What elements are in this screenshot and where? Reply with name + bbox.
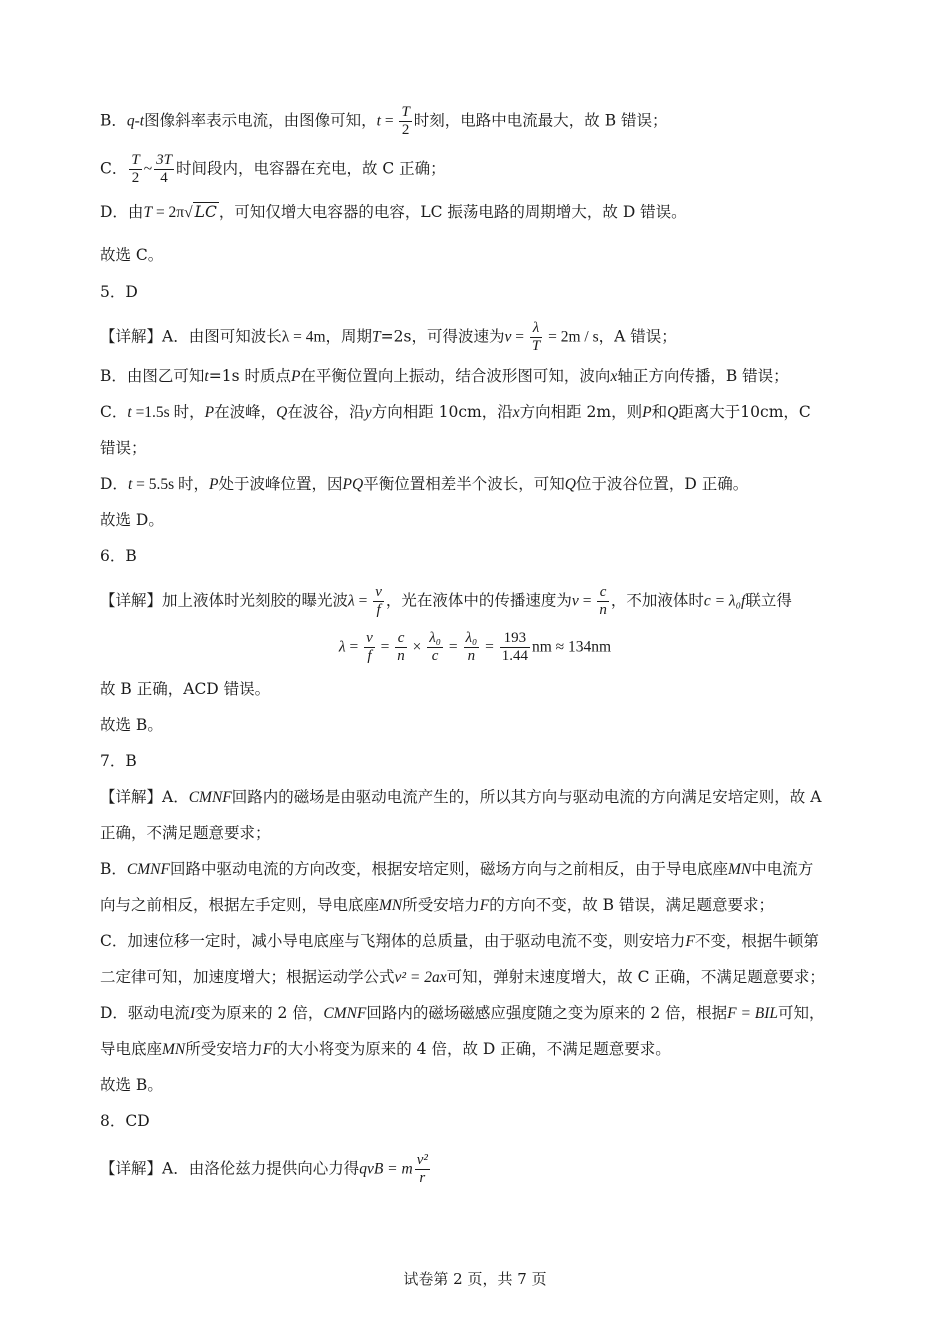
math: λ = 4m bbox=[281, 328, 326, 346]
text: 【详解】A． bbox=[100, 788, 189, 806]
q6-result: 故 B 正确，ACD 错误。 bbox=[100, 680, 271, 698]
numerator: c bbox=[597, 584, 609, 602]
q6-equation bbox=[0, 630, 950, 665]
denominator: n bbox=[397, 648, 405, 664]
math: = bbox=[481, 638, 498, 656]
denominator: f bbox=[367, 648, 372, 664]
math: qvB = m bbox=[359, 1160, 413, 1178]
denominator: 4 bbox=[160, 170, 168, 186]
text: B． bbox=[100, 860, 127, 878]
math: MN bbox=[379, 897, 403, 914]
math: t bbox=[376, 112, 381, 130]
fraction bbox=[530, 320, 542, 355]
text: D．驱动电流 bbox=[100, 1004, 190, 1022]
math: = 2m / s bbox=[544, 328, 599, 346]
text: 的方向不变，故 B 错误，满足题意要求； bbox=[489, 896, 774, 914]
text: 向与之前相反，根据左手定则，导电底座 bbox=[100, 896, 380, 914]
math: ~ bbox=[143, 160, 153, 178]
math: P bbox=[290, 368, 301, 385]
math: nm ≈ 134nm bbox=[531, 638, 612, 656]
q4-conclusion: 故选 C。 bbox=[100, 246, 164, 264]
math: CMNF bbox=[126, 861, 170, 878]
math: CMNF bbox=[323, 1005, 367, 1022]
fraction bbox=[427, 630, 443, 665]
text: =2s，可得波速为 bbox=[380, 327, 505, 346]
math: x bbox=[610, 368, 618, 385]
math: λ bbox=[338, 638, 346, 656]
text: 距离大于10cm，C bbox=[678, 403, 811, 421]
math: = bbox=[345, 638, 363, 656]
q6-answer: 6．B bbox=[100, 547, 137, 565]
text: 在平衡位置向上振动，结合波形图可知，波向 bbox=[300, 367, 611, 385]
math: = bbox=[376, 638, 394, 656]
text: = 5.5s 时， bbox=[132, 476, 210, 493]
math: I bbox=[189, 1005, 196, 1022]
text: 【详解】A．由洛伦兹力提供向心力得 bbox=[100, 1159, 360, 1178]
denominator: n bbox=[467, 648, 476, 664]
text: B． bbox=[100, 111, 127, 130]
q4-option-c bbox=[100, 152, 860, 187]
text: 方向相距 10cm，沿 bbox=[371, 403, 513, 421]
page-footer: 试卷第 2 页，共 7 页 bbox=[403, 1270, 547, 1288]
math: MN bbox=[727, 861, 752, 878]
math: v bbox=[571, 592, 579, 610]
q7-detail-c-cont bbox=[100, 966, 860, 989]
fraction bbox=[399, 104, 411, 139]
q6-detail bbox=[100, 584, 860, 619]
text: 回路内的磁场磁感应强度随之变为原来的 2 倍，根据 bbox=[366, 1004, 728, 1022]
text: C．加速位移一定时，减小导电底座与飞翔体的总质量，由于驱动电流不变，则安培力 bbox=[100, 932, 686, 950]
q6-conclusion: 故选 B。 bbox=[100, 716, 163, 734]
math: = bbox=[578, 592, 596, 610]
q5-detail-c bbox=[100, 401, 860, 424]
q7-conclusion: 故选 B。 bbox=[100, 1076, 163, 1094]
q7-detail-b-cont bbox=[100, 894, 860, 917]
text: D．由 bbox=[100, 203, 144, 221]
fraction bbox=[129, 152, 141, 187]
numerator: λ₀ bbox=[465, 630, 478, 646]
denominator: 2 bbox=[131, 170, 140, 186]
denominator: T bbox=[531, 338, 541, 354]
numerator: T bbox=[131, 152, 140, 168]
math: = bbox=[511, 328, 528, 346]
text: 回路中驱动电流的方向改变，根据安培定则，磁场方向与之前相反，由于导电底座 bbox=[169, 860, 728, 878]
text: 位于波谷位置，D 正确。 bbox=[575, 475, 749, 493]
text: C． bbox=[100, 403, 128, 421]
math: F bbox=[479, 897, 490, 914]
text: 在波谷，沿 bbox=[287, 403, 365, 421]
fraction bbox=[364, 630, 375, 665]
numerator: c bbox=[395, 630, 407, 648]
text: 的大小将变为原来的 4 倍，故 D 正确，不满足题意要求。 bbox=[272, 1040, 671, 1058]
numerator: v² bbox=[416, 1152, 428, 1168]
text: 中电流方 bbox=[751, 860, 814, 878]
text: 二定律可知，加速度增大；根据运动学公式 bbox=[100, 968, 395, 986]
math: = 2π bbox=[152, 204, 185, 221]
math: T bbox=[143, 204, 153, 221]
math: t bbox=[127, 404, 132, 421]
q7-detail-b bbox=[100, 858, 860, 881]
text: 轴正方向传播，B 错误； bbox=[617, 367, 789, 385]
q5-detail-b bbox=[100, 365, 860, 388]
math: F = BIL bbox=[727, 1005, 779, 1022]
text: 变为原来的 2 倍， bbox=[195, 1004, 324, 1022]
text: 导电底座 bbox=[100, 1040, 163, 1058]
q7-detail-d bbox=[100, 1002, 860, 1025]
q5-answer: 5．D bbox=[100, 283, 138, 301]
text: 时刻，电路中电流最大，故 B 错误； bbox=[413, 111, 668, 130]
math: q-t bbox=[126, 112, 145, 130]
sqrt-sign: √ bbox=[184, 204, 193, 221]
math: MN bbox=[162, 1041, 186, 1058]
text: 所受安培力 bbox=[402, 896, 480, 914]
text: ，A 错误； bbox=[598, 327, 677, 346]
text: 图像斜率表示电流，由图像可知， bbox=[144, 111, 377, 130]
fraction bbox=[464, 630, 480, 665]
q5-conclusion: 故选 D。 bbox=[100, 511, 164, 529]
text: 可知， bbox=[778, 1004, 825, 1022]
math: c = λ₀f bbox=[703, 592, 746, 610]
denominator: 1.44 bbox=[501, 648, 528, 664]
text: ，不加液体时 bbox=[610, 591, 704, 610]
text: B．由图乙可知 bbox=[100, 367, 205, 385]
text: 和 bbox=[651, 403, 668, 421]
q5-detail-a bbox=[100, 320, 860, 355]
text: 联立得 bbox=[745, 591, 792, 610]
denominator: 2 bbox=[401, 122, 410, 138]
fraction bbox=[415, 1152, 430, 1187]
text: 所受安培力 bbox=[185, 1040, 263, 1058]
text: =1.5s 时， bbox=[131, 404, 205, 421]
text: D． bbox=[100, 475, 128, 493]
fraction bbox=[395, 630, 407, 665]
text: ，可知仅增大电容器的电容，LC 振荡电路的周期增大，故 D 错误。 bbox=[218, 203, 687, 221]
math: CMNF bbox=[188, 789, 232, 806]
math: F bbox=[262, 1041, 273, 1058]
numerator: v bbox=[366, 630, 373, 646]
q5-detail-c-cont: 错误； bbox=[100, 439, 147, 457]
q8-answer: 8．CD bbox=[100, 1112, 150, 1130]
math: T bbox=[372, 328, 381, 346]
text: 方向相距 2m，则 bbox=[519, 403, 643, 421]
q7-detail-d-cont bbox=[100, 1038, 860, 1061]
text: 回路内的磁场是由驱动电流产生的，所以其方向与驱动电流的方向满足安培定则，故 A bbox=[231, 788, 822, 806]
math: × bbox=[408, 638, 426, 656]
text: 可知，弹射末速度增大，故 C 正确，不满足题意要求； bbox=[446, 968, 825, 986]
math: x bbox=[512, 404, 520, 421]
math: F bbox=[685, 933, 695, 950]
q4-option-d bbox=[100, 201, 860, 224]
math: λ bbox=[348, 592, 355, 610]
math: v² = 2ax bbox=[394, 969, 447, 986]
math: t bbox=[127, 476, 133, 493]
text: ，周期 bbox=[325, 327, 373, 346]
fraction bbox=[373, 584, 384, 619]
q4-option-b bbox=[100, 104, 860, 139]
math: Q bbox=[667, 404, 679, 421]
radicand: LC bbox=[194, 203, 217, 221]
math: Q bbox=[564, 476, 576, 493]
q8-detail-a bbox=[100, 1152, 860, 1187]
math: PQ bbox=[342, 476, 364, 493]
text: =1s 时质点 bbox=[208, 367, 291, 385]
text: 不变，根据牛顿第 bbox=[694, 932, 819, 950]
text: 【详解】A．由图可知波长 bbox=[100, 327, 282, 346]
q7-answer: 7．B bbox=[100, 752, 137, 770]
text: 处于波峰位置，因 bbox=[218, 475, 343, 493]
text: 平衡位置相差半个波长，可知 bbox=[363, 475, 565, 493]
numerator: λ bbox=[530, 320, 542, 338]
math: Q bbox=[276, 404, 288, 421]
math: P bbox=[204, 404, 215, 421]
q5-detail-d bbox=[100, 473, 860, 496]
denominator: r bbox=[419, 1170, 426, 1186]
fraction bbox=[500, 630, 530, 665]
fraction bbox=[597, 584, 609, 619]
numerator: λ₀ bbox=[429, 630, 441, 646]
numerator: 3T bbox=[156, 152, 172, 168]
fraction bbox=[154, 152, 174, 187]
numerator: T bbox=[401, 104, 410, 120]
denominator: c bbox=[431, 648, 439, 664]
math: = bbox=[445, 638, 462, 656]
q7-detail-c bbox=[100, 930, 860, 953]
numerator: v bbox=[375, 584, 382, 600]
text: C． bbox=[100, 159, 128, 178]
text: ，光在液体中的传播速度为 bbox=[385, 591, 572, 610]
numerator: 193 bbox=[500, 630, 530, 648]
text: 时间段内，电容器在充电，故 C 正确； bbox=[175, 159, 446, 178]
denominator: f bbox=[376, 602, 381, 618]
text: 【详解】加上液体时光刻胶的曝光波 bbox=[100, 591, 349, 610]
math: = bbox=[354, 592, 372, 610]
math: v bbox=[504, 328, 512, 346]
q7-detail-a-cont: 正确，不满足题意要求； bbox=[100, 824, 271, 842]
q7-detail-a bbox=[100, 786, 860, 809]
math: = bbox=[380, 112, 398, 130]
math: t bbox=[204, 368, 209, 385]
denominator: n bbox=[599, 602, 607, 618]
text: 在波峰， bbox=[214, 403, 277, 421]
math: P bbox=[209, 476, 219, 493]
math: y bbox=[364, 404, 372, 421]
math: P bbox=[642, 404, 652, 421]
